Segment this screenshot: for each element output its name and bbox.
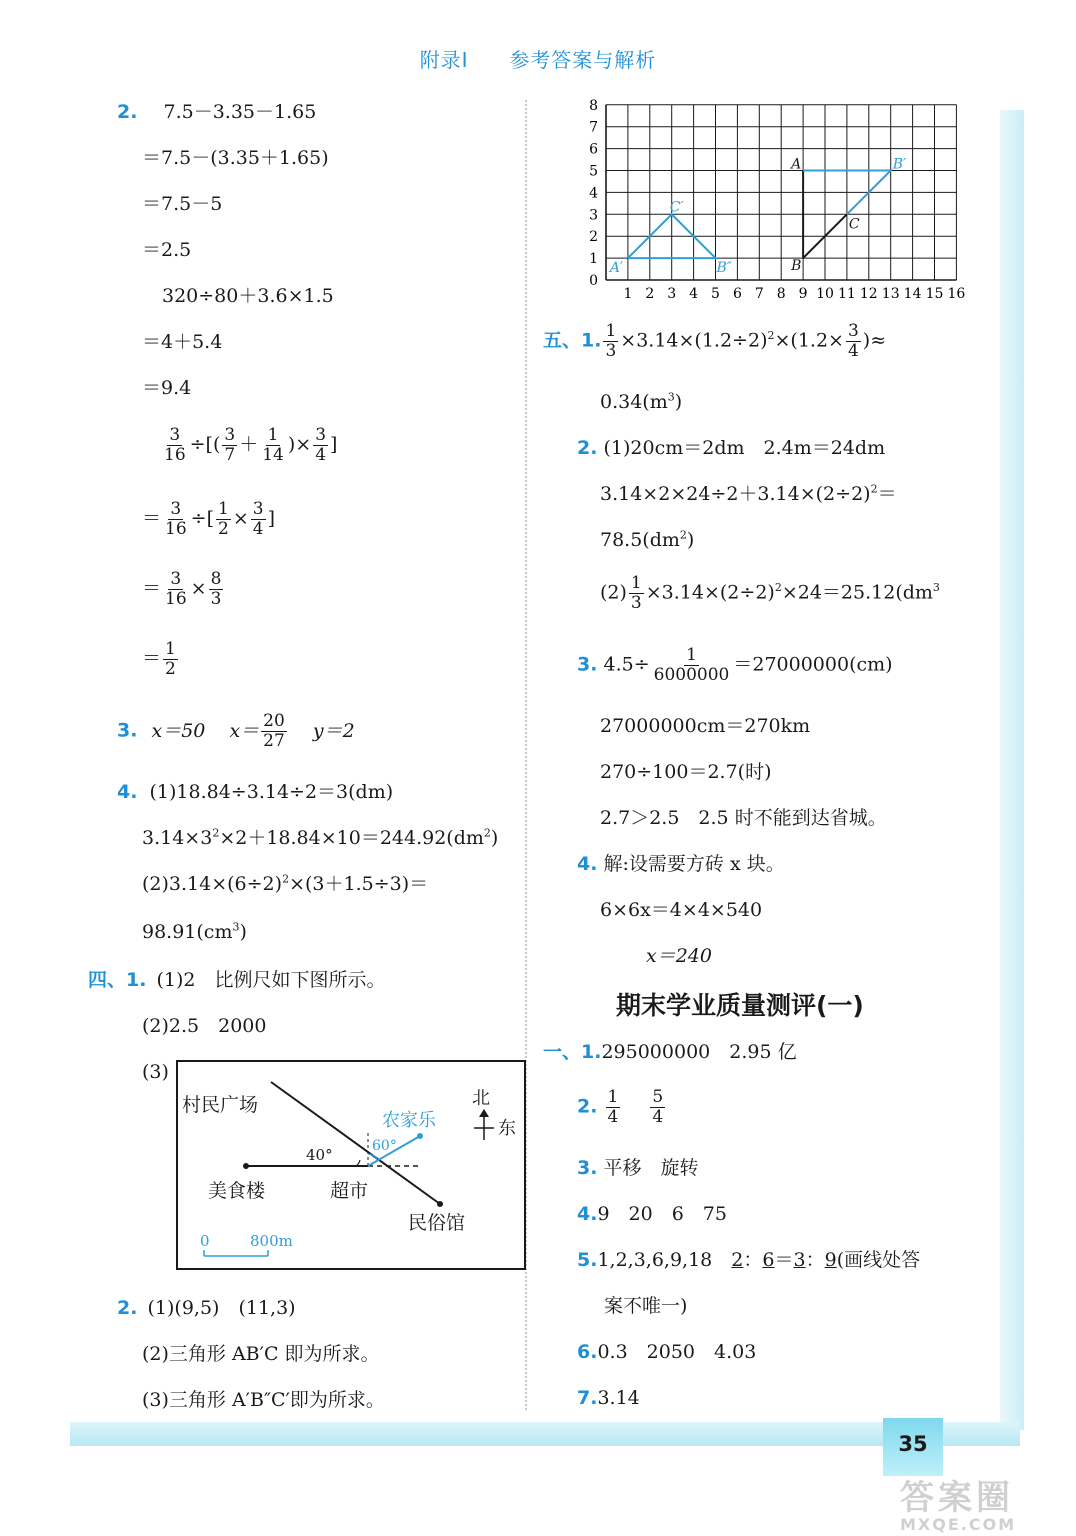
x-tick-label: 6 — [732, 286, 742, 302]
r-q2-line4: (2) $\frac{1}{3}$ $\times 3.14\times(2\div 2)^2\times 24=25.12(dm^3$ — [600, 573, 940, 613]
watermark-text: 答案圈 — [900, 1478, 1014, 1518]
label-food: 美食楼 — [208, 1180, 266, 1202]
exam-q7-number: 7. — [577, 1387, 598, 1409]
r-q3-line3: 270÷100＝2.7(时) — [600, 761, 772, 783]
q4-line3: $(2)3.14\times(6\div 2)^2\times(3+1.5\div 3)=$ — [142, 872, 429, 895]
r-q2-line1: 2. (1)20cm＝2dm 2.4m＝24dm — [577, 437, 886, 459]
x-tick-label: 5 — [711, 286, 720, 302]
x-tick-label: 10 — [816, 286, 834, 302]
exam-q5-cont: 案不唯一) — [604, 1295, 688, 1317]
exam-q2 — [577, 1088, 667, 1127]
fraction: $\frac{1}{3}$ — [630, 573, 642, 613]
exam-q6: 6.0.3 2050 4.03 — [577, 1341, 757, 1363]
scale-zero: 0 — [200, 1232, 210, 1250]
q4-line1: 4. (1)18.84÷3.14÷2＝3(dm) — [117, 781, 394, 803]
x-tick-label: 16 — [947, 286, 966, 302]
y-tick-label: 4 — [589, 185, 598, 202]
exam-q3: 3. 平移 旋转 — [577, 1157, 699, 1179]
x-tick-label: 12 — [859, 286, 878, 302]
label-folk: 民俗馆 — [408, 1212, 466, 1234]
fraction: $\frac{1}{6000000}$ — [653, 645, 730, 685]
q2-line11: ＝ $\frac{1}{2}$ — [142, 639, 176, 679]
label-A: A — [791, 156, 802, 173]
y-tick-label: 2 — [589, 229, 598, 246]
farm-point — [417, 1133, 423, 1139]
q2-line10: ＝ $\frac{3}{16}$ × $\frac{8}{3}$ — [142, 569, 222, 609]
fraction: $\frac{3}{7}$ — [224, 425, 236, 465]
x-tick-label: 1 — [623, 286, 633, 302]
s4-line2: (2)2.5 2000 — [142, 1015, 267, 1037]
label-Bdoubleprime: B″ — [716, 260, 733, 277]
r-q2-line2: $3.14\times 2\times 24\div 2+3.14\times(2\div 2)^2=$ — [600, 482, 897, 505]
exam-q4: 4.9 20 6 75 — [577, 1203, 727, 1225]
exam-q1: 一、1.295000000 2.95 亿 — [543, 1041, 797, 1063]
s4-line1: 四、1. (1)2 比例尺如下图所示。 — [88, 969, 386, 991]
x-tick-label: 8 — [776, 286, 786, 302]
exam-q4-number: 4. — [577, 1203, 598, 1225]
label-Aprime: A′ — [609, 260, 624, 277]
r-q2-number: 2. — [577, 437, 598, 459]
q2-line1 — [117, 100, 316, 124]
folk-point — [437, 1201, 443, 1207]
fraction: $\frac{1}{2}$ — [165, 639, 176, 679]
y-tick-label: 7 — [589, 119, 598, 136]
right-decoration-band — [1000, 110, 1024, 1430]
q2b-line1: 2. (1)(9,5) (11,3) — [117, 1297, 296, 1319]
s4-line3: (3) — [142, 1061, 169, 1083]
q2b-line3: (3)三角形 A′B″C′即为所求。 — [142, 1389, 385, 1411]
q2b-line2: (2)三角形 AB′C 即为所求。 — [142, 1343, 380, 1365]
fraction: $\frac{3}{4}$ — [847, 321, 859, 361]
map-diagram — [176, 1060, 526, 1270]
x-tick-label: 15 — [925, 286, 944, 302]
scale-800: 800m — [250, 1232, 293, 1250]
r-q3-line4: 2.7＞2.5 2.5 时不能到达省城。 — [600, 807, 887, 829]
fraction: $\frac{1}{2}$ — [218, 499, 229, 539]
exam-q5: 5.1,2,3,6,9,18 2：6＝3：9(画线处答 — [577, 1249, 921, 1271]
r-q3-number: 3. — [577, 653, 598, 676]
q4-number: 4. — [117, 781, 138, 803]
q2-line3: ＝7.5－5 — [142, 193, 223, 215]
label-angle-40: 40° — [306, 1146, 333, 1164]
s5-line2: $0.34(m^3)$ — [600, 390, 683, 413]
grid-svg — [585, 96, 975, 306]
label-farm: 农家乐 — [382, 1110, 436, 1131]
exam-q1-number: 一、1. — [543, 1041, 602, 1063]
q2-line8: $\frac{3}{16}$ ÷[( $\frac{3}{7}$ ＋ $\frac{1}{14}$ )× $\frac{3}{4}$ ] — [164, 425, 338, 465]
r-q3-line1: 3. 4.5÷ $\frac{1}{6000000}$ ＝27000000(cm) — [577, 645, 893, 685]
r-q2-line3: $78.5(dm^2)$ — [600, 528, 695, 551]
food-point — [243, 1163, 249, 1169]
label-C: C — [848, 216, 860, 233]
fraction: $\frac{5}{4}$ — [652, 1087, 664, 1127]
exam-q2-number: 2. — [577, 1095, 598, 1118]
r-q4-line2: 6×6x＝4×4×540 — [600, 899, 763, 921]
x-tick-label: 14 — [903, 286, 922, 302]
fraction: $\frac{3}{4}$ — [252, 499, 264, 539]
x-tick-label: 7 — [754, 286, 764, 302]
header-section: 附录Ⅰ — [419, 48, 469, 72]
y-tick-label: 6 — [589, 141, 598, 158]
s5-line1: 五、1. $\frac{1}{3}$ $\times 3.14\times(1.2\div 2)^2\times(1.2\times$ $\frac{3}{4}$ )≈ — [543, 321, 887, 361]
x-tick-label: 4 — [689, 286, 699, 302]
s5-number: 五、1. — [543, 329, 602, 352]
fraction: $\frac{1}{4}$ — [607, 1087, 619, 1127]
watermark — [900, 1470, 1070, 1532]
bottom-decoration-band — [70, 1422, 1020, 1446]
label-B: B — [791, 258, 802, 275]
label-plaza: 村民广场 — [182, 1094, 259, 1116]
q3-line: 3. x＝50 x＝ $\frac{20}{27}$ y＝2 — [117, 711, 355, 751]
exam-q7: 7.3.14 — [577, 1387, 640, 1409]
fraction: $\frac{1}{3}$ — [605, 321, 617, 361]
q2-line2: ＝7.5－(3.35＋1.65) — [142, 147, 329, 169]
x-tick-label: 13 — [881, 286, 900, 302]
q2b-number: 2. — [117, 1297, 138, 1319]
label-Cprime: C′ — [669, 199, 684, 216]
q2-line7: ＝9.4 — [142, 377, 192, 399]
exam-q5-number: 5. — [577, 1249, 598, 1271]
y-tick-label: 1 — [589, 251, 598, 268]
label-east: 东 — [498, 1118, 516, 1139]
exam-q6-number: 6. — [577, 1341, 598, 1363]
fraction: $\frac{3}{16}$ — [164, 425, 186, 465]
y-tick-label: 8 — [589, 97, 598, 114]
label-market: 超市 — [330, 1180, 369, 1202]
fraction: $\frac{3}{16}$ — [165, 569, 187, 609]
fraction: $\frac{3}{4}$ — [315, 425, 327, 465]
label-Bprime: B′ — [892, 156, 907, 173]
coordinate-grid — [585, 96, 975, 306]
exam-title: 期末学业质量测评(一) — [616, 991, 864, 1020]
watermark-url: MXQE.COM — [900, 1515, 1017, 1534]
q2-expr: 7.5－3.35－1.65 — [163, 101, 317, 123]
q3-number: 3. — [117, 719, 138, 742]
x-tick-label: 9 — [798, 286, 808, 302]
x-tick-label: 11 — [837, 286, 856, 302]
fraction: $\frac{3}{16}$ — [165, 499, 187, 539]
q4-line4: $98.91(cm^3)$ — [142, 920, 247, 943]
fraction: $\frac{8}{3}$ — [210, 569, 222, 609]
exam-q3-number: 3. — [577, 1157, 598, 1179]
page-header — [0, 44, 1076, 73]
r-q4-number: 4. — [577, 853, 598, 875]
s4-number: 四、1. — [88, 969, 147, 991]
q4-line2: $3.14\times 3^2\times 2+18.84\times 10=244.92(dm^2)$ — [142, 826, 499, 849]
x-tick-label: 3 — [667, 286, 677, 302]
r-q4-line1: 4. 解:设需要方砖 x 块。 — [577, 853, 785, 875]
q2-line5: 320÷80＋3.6×1.5 — [162, 285, 334, 307]
header-title: 参考答案与解析 — [509, 48, 657, 72]
y-tick-label: 3 — [589, 207, 598, 224]
fraction: $\frac{20}{27}$ — [263, 711, 285, 751]
r-q3-line2: 27000000cm＝270km — [600, 715, 811, 737]
q2-line9: ＝ $\frac{3}{16}$ ÷[ $\frac{1}{2}$ × $\frac{3}{4}$ ] — [142, 499, 275, 539]
r-q4-line3: x＝240 — [646, 945, 712, 967]
label-north: 北 — [472, 1088, 490, 1109]
q2-number: 2. — [117, 101, 138, 123]
y-tick-label: 5 — [589, 163, 598, 180]
x-tick-label: 2 — [645, 286, 655, 302]
fraction: $\frac{1}{14}$ — [262, 425, 284, 465]
q2-line6: ＝4＋5.4 — [142, 331, 223, 353]
label-angle-60: 60° — [372, 1138, 397, 1154]
page-number: 35 — [883, 1418, 943, 1476]
q2-line4: ＝2.5 — [142, 239, 192, 261]
y-tick-label: 0 — [589, 273, 598, 289]
